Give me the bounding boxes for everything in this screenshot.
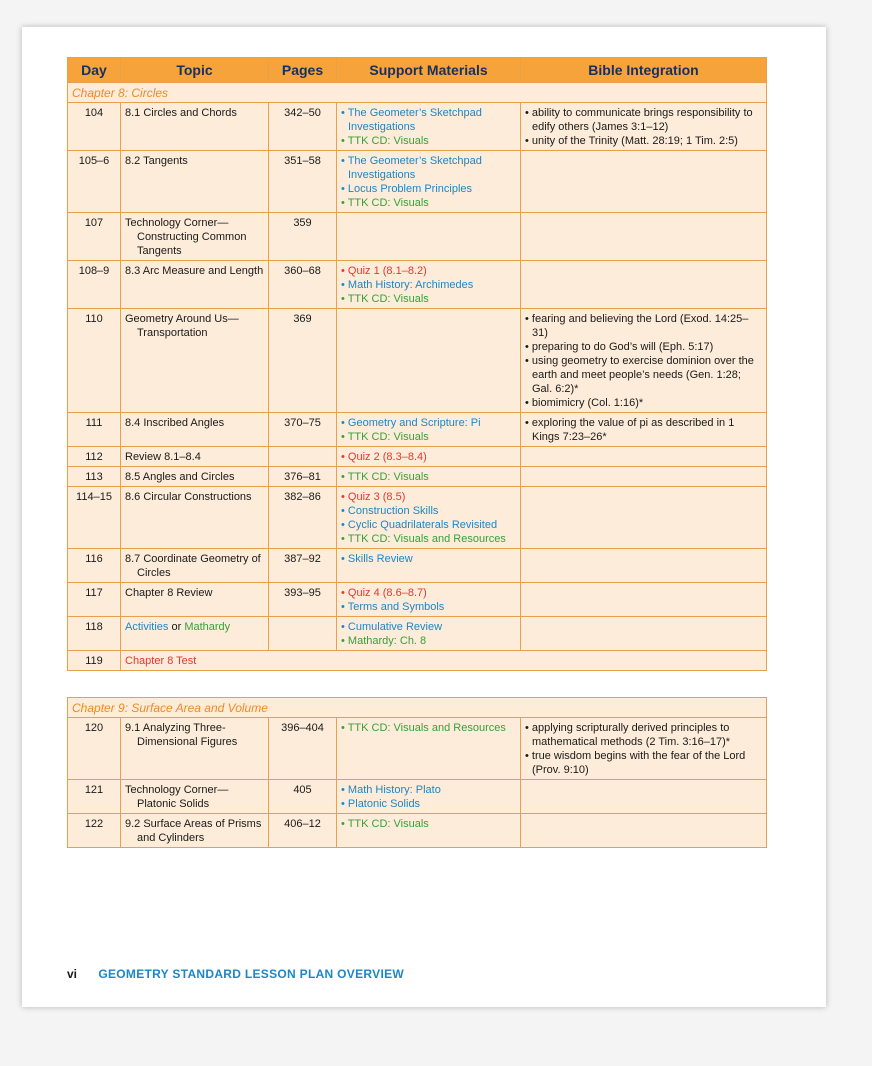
bible-item: • applying scripturally derived principles to mathematical methods (2 Tim. 3:16–17)* bbox=[525, 722, 731, 748]
support-materials-cell bbox=[337, 583, 521, 617]
topic-cell bbox=[121, 583, 269, 617]
table-row bbox=[68, 151, 767, 213]
table-row bbox=[68, 549, 767, 583]
topic-text: 9.2 Surface Areas of Prisms and Cylinders bbox=[125, 818, 262, 844]
topic-text: Geometry Around Us—Transportation bbox=[125, 313, 239, 339]
bible-item: • biomimicry (Col. 1:16)* bbox=[525, 397, 644, 409]
day-cell: 108–9 bbox=[68, 261, 121, 309]
day-cell: 107 bbox=[68, 213, 121, 261]
bible-integration-cell bbox=[521, 487, 767, 549]
support-item: • TTK CD: Visuals and Resources bbox=[341, 722, 506, 734]
day-cell: 116 bbox=[68, 549, 121, 583]
day-cell: 121 bbox=[68, 780, 121, 814]
topic-part: or bbox=[168, 621, 185, 633]
table-row bbox=[68, 213, 767, 261]
support-materials-cell bbox=[337, 447, 521, 467]
table-row bbox=[68, 261, 767, 309]
header-bible-integration: Bible Integration bbox=[521, 58, 767, 83]
table-row bbox=[68, 617, 767, 651]
day-cell: 111 bbox=[68, 413, 121, 447]
support-item: • The Geometer’s Sketchpad Investigations bbox=[341, 107, 482, 133]
bible-integration-cell bbox=[521, 617, 767, 651]
support-item: • TTK CD: Visuals bbox=[341, 431, 429, 443]
header-pages: Pages bbox=[269, 58, 337, 83]
support-item: • Geometry and Scripture: Pi bbox=[341, 417, 481, 429]
support-item: • TTK CD: Visuals bbox=[341, 471, 429, 483]
chapter-8-rows bbox=[68, 83, 767, 671]
support-item: • Cumulative Review bbox=[341, 621, 443, 633]
table-row bbox=[68, 651, 767, 671]
pages-cell: 360–68 bbox=[269, 261, 337, 309]
topic-text: Review 8.1–8.4 bbox=[125, 451, 201, 463]
support-materials-cell bbox=[337, 617, 521, 651]
topic-cell bbox=[121, 718, 269, 780]
topic-cell bbox=[121, 780, 269, 814]
support-item: • Terms and Symbols bbox=[341, 601, 445, 613]
support-item: • TTK CD: Visuals bbox=[341, 293, 429, 305]
topic-cell bbox=[121, 467, 269, 487]
topic-cell bbox=[121, 487, 269, 549]
bible-integration-cell bbox=[521, 814, 767, 848]
bible-integration-cell bbox=[521, 447, 767, 467]
pages-cell: 393–95 bbox=[269, 583, 337, 617]
pages-cell: 359 bbox=[269, 213, 337, 261]
bible-item: • fearing and believing the Lord (Exod. 14:25–31) bbox=[525, 313, 749, 339]
bible-integration-cell bbox=[521, 549, 767, 583]
day-cell: 119 bbox=[68, 651, 121, 671]
support-item: • Cyclic Quadrilaterals Revisited bbox=[341, 519, 498, 531]
lesson-plan-table-chapter-8 bbox=[67, 57, 767, 671]
table-row bbox=[68, 487, 767, 549]
lesson-plan-table-chapter-9 bbox=[67, 697, 767, 848]
bible-integration-cell bbox=[521, 103, 767, 151]
table-row bbox=[68, 103, 767, 151]
topic-part: Activities bbox=[125, 621, 169, 633]
pages-cell: 382–86 bbox=[269, 487, 337, 549]
pages-cell: 369 bbox=[269, 309, 337, 413]
support-materials-cell bbox=[337, 549, 521, 583]
table-row bbox=[68, 309, 767, 413]
day-cell: 114–15 bbox=[68, 487, 121, 549]
bible-item: • ability to communicate brings responsibility to edify others (James 3:1–12) bbox=[525, 107, 753, 133]
pages-cell bbox=[269, 617, 337, 651]
footer-title: GEOMETRY STANDARD LESSON PLAN OVERVIEW bbox=[98, 967, 405, 981]
page-number: vi bbox=[67, 967, 78, 981]
table-row bbox=[68, 467, 767, 487]
topic-text: Chapter 8 Test bbox=[125, 655, 197, 667]
bible-item: • unity of the Trinity (Matt. 28:19; 1 Tim. 2:5) bbox=[525, 135, 738, 147]
topic-text: Chapter 8 Review bbox=[125, 587, 213, 599]
support-item: • Quiz 2 (8.3–8.4) bbox=[341, 451, 427, 463]
bible-item: • preparing to do God’s will (Eph. 5:17) bbox=[525, 341, 714, 353]
support-materials-cell bbox=[337, 213, 521, 261]
header-support-materials: Support Materials bbox=[337, 58, 521, 83]
bible-integration-cell bbox=[521, 261, 767, 309]
topic-text: Technology Corner—Platonic Solids bbox=[125, 784, 229, 810]
topic-part: Mathardy bbox=[184, 621, 231, 633]
topic-text: 8.2 Tangents bbox=[125, 155, 188, 167]
topic-cell bbox=[121, 413, 269, 447]
support-item: • TTK CD: Visuals bbox=[341, 197, 429, 209]
support-materials-cell bbox=[337, 103, 521, 151]
chapter-9-rows bbox=[68, 698, 767, 848]
day-cell: 120 bbox=[68, 718, 121, 780]
bible-integration-cell bbox=[521, 718, 767, 780]
table-row bbox=[68, 583, 767, 617]
support-item: • Mathardy: Ch. 8 bbox=[341, 635, 427, 647]
topic-text: Technology Corner—Constructing Common Tangents bbox=[125, 217, 247, 257]
table-row bbox=[68, 447, 767, 467]
support-item: • Math History: Plato bbox=[341, 784, 441, 796]
day-cell: 110 bbox=[68, 309, 121, 413]
support-item: • Platonic Solids bbox=[341, 798, 421, 810]
support-item: • Locus Problem Principles bbox=[341, 183, 473, 195]
topic-text: 8.6 Circular Constructions bbox=[125, 491, 252, 503]
bible-integration-cell bbox=[521, 213, 767, 261]
document-page bbox=[22, 27, 826, 1007]
day-cell: 113 bbox=[68, 467, 121, 487]
bible-integration-cell bbox=[521, 467, 767, 487]
topic-text: 8.7 Coordinate Geometry of Circles bbox=[125, 553, 261, 579]
bible-item: • true wisdom begins with the fear of the Lord (Prov. 9:10) bbox=[525, 750, 746, 776]
pages-cell: 351–58 bbox=[269, 151, 337, 213]
topic-text: 8.3 Arc Measure and Length bbox=[125, 265, 264, 277]
topic-cell bbox=[121, 103, 269, 151]
support-item: • Quiz 3 (8.5) bbox=[341, 491, 406, 503]
support-materials-cell bbox=[337, 467, 521, 487]
support-materials-cell bbox=[337, 413, 521, 447]
day-cell: 105–6 bbox=[68, 151, 121, 213]
support-materials-cell bbox=[337, 151, 521, 213]
pages-cell: 370–75 bbox=[269, 413, 337, 447]
topic-text: 8.5 Angles and Circles bbox=[125, 471, 235, 483]
support-item: • Construction Skills bbox=[341, 505, 439, 517]
header-day: Day bbox=[68, 58, 121, 83]
support-materials-cell bbox=[337, 814, 521, 848]
support-materials-cell bbox=[337, 718, 521, 780]
topic-text: 8.4 Inscribed Angles bbox=[125, 417, 225, 429]
pages-cell: 376–81 bbox=[269, 467, 337, 487]
bible-integration-cell bbox=[521, 413, 767, 447]
bible-integration-cell bbox=[521, 780, 767, 814]
pages-cell: 342–50 bbox=[269, 103, 337, 151]
bible-item: • exploring the value of pi as described in 1 Kings 7:23–26* bbox=[525, 417, 735, 443]
day-cell: 122 bbox=[68, 814, 121, 848]
support-item: • Quiz 1 (8.1–8.2) bbox=[341, 265, 427, 277]
support-item: • Math History: Archimedes bbox=[341, 279, 474, 291]
topic-cell bbox=[121, 213, 269, 261]
support-item: • Quiz 4 (8.6–8.7) bbox=[341, 587, 427, 599]
bible-item: • using geometry to exercise dominion over the earth and meet people’s needs (Gen. 1:28; Gal. 6:2)* bbox=[525, 355, 754, 395]
topic-cell bbox=[121, 261, 269, 309]
support-materials-cell bbox=[337, 309, 521, 413]
table-row bbox=[68, 718, 767, 780]
day-cell: 117 bbox=[68, 583, 121, 617]
topic-cell bbox=[121, 814, 269, 848]
header-topic: Topic bbox=[121, 58, 269, 83]
topic-cell bbox=[121, 651, 767, 671]
support-materials-cell bbox=[337, 780, 521, 814]
topic-cell bbox=[121, 617, 269, 651]
pages-cell bbox=[269, 447, 337, 467]
chapter-title: Chapter 9: Surface Area and Volume bbox=[68, 698, 767, 718]
day-cell: 104 bbox=[68, 103, 121, 151]
topic-text: 9.1 Analyzing Three-Dimensional Figures bbox=[125, 722, 238, 748]
chapter-title-row bbox=[68, 698, 767, 718]
bible-integration-cell bbox=[521, 309, 767, 413]
pages-cell: 406–12 bbox=[269, 814, 337, 848]
day-cell: 112 bbox=[68, 447, 121, 467]
table-row bbox=[68, 814, 767, 848]
support-item: • TTK CD: Visuals bbox=[341, 135, 429, 147]
support-materials-cell bbox=[337, 261, 521, 309]
support-item: • TTK CD: Visuals bbox=[341, 818, 429, 830]
table-header-row bbox=[68, 58, 767, 83]
topic-cell bbox=[121, 309, 269, 413]
pages-cell: 396–404 bbox=[269, 718, 337, 780]
support-item: • TTK CD: Visuals and Resources bbox=[341, 533, 506, 545]
pages-cell: 405 bbox=[269, 780, 337, 814]
page-footer bbox=[67, 967, 404, 981]
chapter-title-row bbox=[68, 83, 767, 103]
topic-cell bbox=[121, 447, 269, 467]
day-cell: 118 bbox=[68, 617, 121, 651]
bible-integration-cell bbox=[521, 151, 767, 213]
pages-cell: 387–92 bbox=[269, 549, 337, 583]
support-item: • Skills Review bbox=[341, 553, 413, 565]
bible-integration-cell bbox=[521, 583, 767, 617]
topic-cell bbox=[121, 549, 269, 583]
topic-text: 8.1 Circles and Chords bbox=[125, 107, 237, 119]
support-item: • The Geometer’s Sketchpad Investigations bbox=[341, 155, 482, 181]
topic-cell bbox=[121, 151, 269, 213]
table-row bbox=[68, 413, 767, 447]
support-materials-cell bbox=[337, 487, 521, 549]
chapter-title: Chapter 8: Circles bbox=[68, 83, 767, 103]
table-row bbox=[68, 780, 767, 814]
